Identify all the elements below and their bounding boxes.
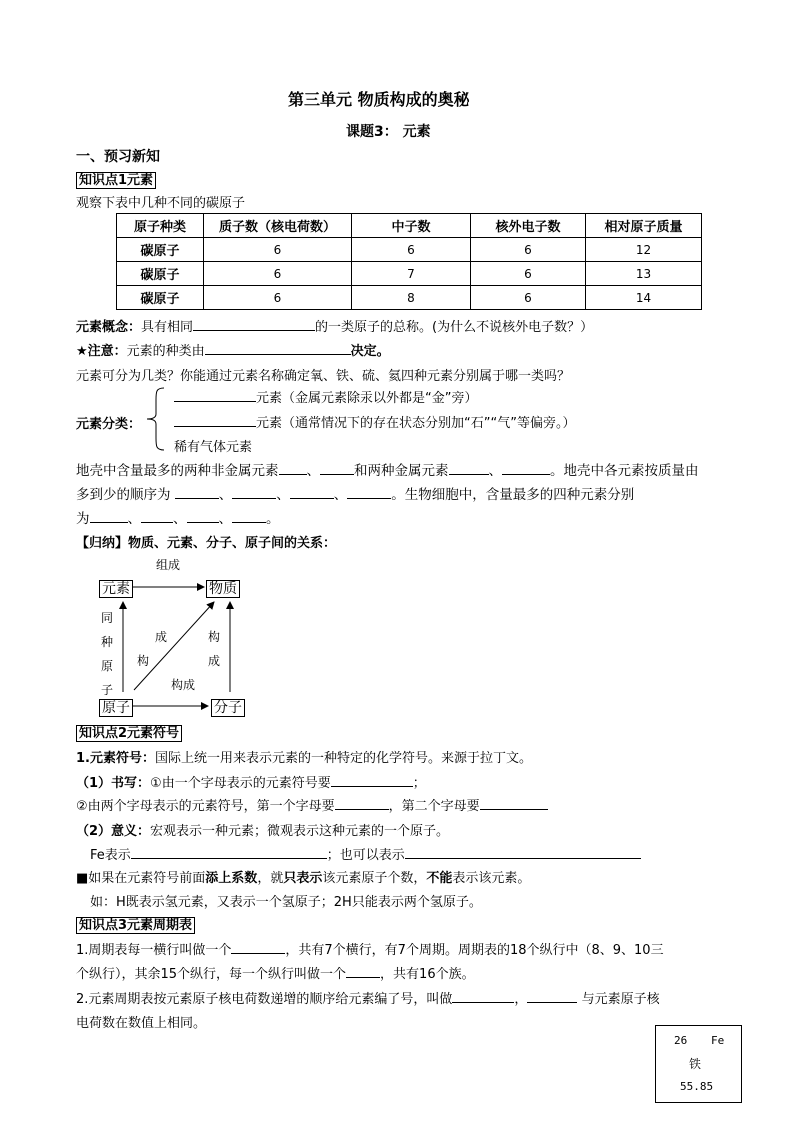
table-cell: 6 <box>471 262 586 286</box>
page-title: 第三单元 物质构成的奥秘 <box>288 90 470 109</box>
classify-line-1: 元素（金属元素除汞以外都是“金”旁） <box>174 387 477 406</box>
table-row <box>117 238 702 262</box>
bottom-label: 构成 <box>171 678 196 692</box>
table-cell: 碳原子 <box>117 262 204 286</box>
table-cell: 6 <box>352 238 471 262</box>
classify-line-3: 稀有气体元素 <box>174 440 253 455</box>
kp3-line-3: 2.元素周期表按元素原子核电荷数递增的顺序给元素编了号，叫做 ， 与元素原子核 <box>76 992 660 1007</box>
table-cell: 14 <box>586 286 702 310</box>
kp2-line-3: ②由两个字母表示的元素符号，第一个字母要 ，第二个字母要 <box>76 795 548 814</box>
crust-line-3: 为 、 、 、 。 <box>76 511 280 527</box>
carbon-table <box>116 213 702 310</box>
kp1-heading: 知识点1元素 <box>76 169 156 188</box>
crust-line-2: 多到少的顺序为 、 、 、 。生物细胞中，含量最多的四种元素分别 <box>76 487 635 503</box>
relation-arrows <box>90 570 250 720</box>
table-cell: 6 <box>204 262 352 286</box>
table-header: 中子数 <box>352 214 471 238</box>
crust-line-1: 地壳中含量最多的两种非金属元素 、 和两种金属元素 、 。地壳中各元素按质量由 <box>76 463 699 479</box>
kp2-line-2: （1）书写：①由一个字母表示的元素符号要 ； <box>76 776 426 791</box>
compose-label: 组成 <box>156 558 181 572</box>
right-label-b: 成 <box>208 654 221 668</box>
kp3-line-2: 个纵行），其余15个纵行，每一个纵行叫做一个 ，共有16个族。 <box>76 967 475 982</box>
atomic-mass: 55.85 <box>680 1080 714 1093</box>
classify-line-2: 元素（通常情况下的存在状态分别加“石”“气”等偏旁。） <box>174 412 575 431</box>
observe-text: 观察下表中几种不同的碳原子 <box>76 196 246 211</box>
diag-label-b: 构 <box>137 654 150 668</box>
diag-label-a: 成 <box>155 630 168 644</box>
kp3-line-1: 1.周期表每一横行叫做一个 ，共有7个横行，有7个周期。周期表的18个纵行中（8、9、10三 <box>76 943 664 958</box>
table-cell: 6 <box>471 286 586 310</box>
table-header: 原子种类 <box>117 214 204 238</box>
classify-label: 元素分类： <box>76 417 142 432</box>
table-cell: 6 <box>471 238 586 262</box>
kp3-line-4: 电荷数在数值上相同。 <box>76 1016 207 1031</box>
table-cell: 8 <box>352 286 471 310</box>
element-symbol: Fe <box>711 1034 725 1047</box>
concept-line: 元素概念：具有相同 的一类原子的总称。(为什么不说核外电子数？） <box>76 320 594 335</box>
summary-title: 【归纳】物质、元素、分子、原子间的关系： <box>76 536 337 551</box>
table-row <box>117 286 702 310</box>
kp2-line-4: （2）意义：宏观表示一种元素；微观表示这种元素的一个原子。 <box>76 824 450 839</box>
same-kind-label: 同 种 原 子 <box>101 611 114 697</box>
kp2-line-7: 如：H既表示氢元素，又表示一个氢原子；2H只能表示两个氢原子。 <box>90 895 482 910</box>
table-cell: 13 <box>586 262 702 286</box>
kp2-heading: 知识点2元素符号 <box>76 722 182 741</box>
table-cell: 碳原子 <box>117 286 204 310</box>
table-cell: 7 <box>352 262 471 286</box>
node-molecule: 分子 <box>211 697 245 717</box>
element-cell-fe <box>655 1025 742 1103</box>
right-label-a: 构 <box>208 630 221 644</box>
node-atom: 原子 <box>99 697 133 717</box>
classify-question: 元素可分为几类？你能通过元素名称确定氧、铁、硫、氦四种元素分别属于哪一类吗？ <box>76 369 571 384</box>
section-heading: 一、预习新知 <box>76 149 160 165</box>
table-header: 核外电子数 <box>471 214 586 238</box>
note-line: ★注意：元素的种类由 决定。 <box>76 344 390 359</box>
table-cell: 12 <box>586 238 702 262</box>
lesson-title: 课题3： 元素 <box>346 124 431 140</box>
kp3-heading: 知识点3元素周期表 <box>76 914 195 933</box>
table-header: 相对原子质量 <box>586 214 702 238</box>
table-header: 质子数（核电荷数） <box>204 214 352 238</box>
table-cell: 6 <box>204 238 352 262</box>
table-cell: 碳原子 <box>117 238 204 262</box>
table-cell: 6 <box>204 286 352 310</box>
brace-icon <box>144 386 166 452</box>
kp2-line-1: 1.元素符号：国际上统一用来表示元素的一种特定的化学符号。来源于拉丁文。 <box>76 751 532 766</box>
table-row <box>117 262 702 286</box>
atomic-number: 26 <box>674 1034 688 1047</box>
kp2-line-6: ■如果在元素符号前面添上系数，就只表示该元素原子个数，不能表示该元素。 <box>76 871 531 886</box>
kp2-line-5: Fe表示 ；也可以表示 <box>90 844 641 863</box>
node-element: 元素 <box>99 578 133 598</box>
element-name: 铁 <box>689 1057 702 1071</box>
node-matter: 物质 <box>206 578 240 598</box>
